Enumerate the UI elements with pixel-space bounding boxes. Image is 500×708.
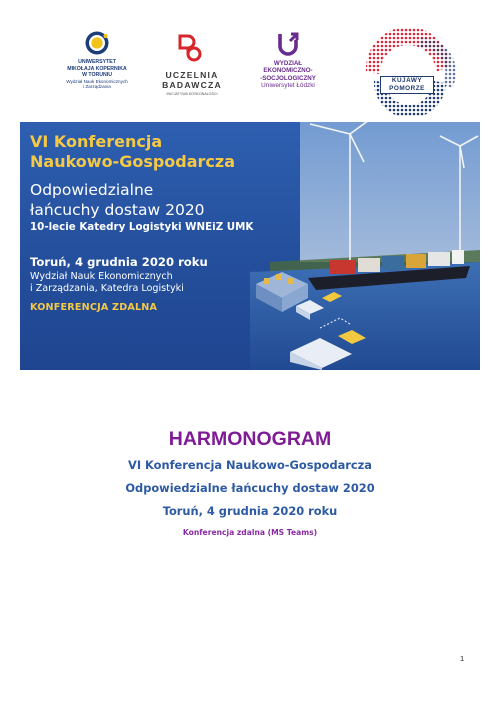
umk-name-line: UNIWERSYTET bbox=[78, 59, 116, 65]
kujawy-pomorze-logo bbox=[360, 28, 456, 116]
banner-subtitle-line: Odpowiedzialne bbox=[30, 181, 154, 199]
umk-logo bbox=[52, 30, 142, 90]
umk-name-line: W TORUNIU bbox=[82, 72, 112, 78]
wydzial-lodz-university: Uniwersytet Łódzki bbox=[261, 82, 315, 90]
wydzial-lodz-text: WYDZIAŁ bbox=[273, 60, 303, 67]
harmonogram-section bbox=[0, 426, 500, 537]
kujawy-pomorze-halftone-icon bbox=[360, 28, 456, 116]
umk-faculty-line: i Zarządzania bbox=[83, 84, 111, 90]
uczelnia-badawcza-text: BADAWCZA bbox=[162, 80, 222, 91]
harmonogram-title: HARMONOGRAM bbox=[168, 428, 332, 450]
lodz-university-mark-icon bbox=[275, 30, 301, 56]
banner-remote-label: KONFERENCJA ZDALNA bbox=[30, 302, 158, 313]
banner-anniversary-line: 10-lecie Katedry Logistyki WNEiZ UMK bbox=[30, 221, 254, 233]
page-number: 1 bbox=[460, 654, 465, 663]
conference-banner bbox=[20, 122, 480, 370]
harmonogram-date: Toruń, 4 grudnia 2020 roku bbox=[162, 504, 338, 518]
wydzial-lodz-text: EKONOMICZNO- bbox=[263, 67, 313, 75]
uczelnia-badawcza-logo bbox=[154, 30, 230, 96]
banner-subtitle-line: łańcuchy dostaw 2020 bbox=[30, 201, 205, 219]
uczelnia-badawcza-mark-icon bbox=[174, 30, 210, 66]
banner-faculty-line: Wydział Nauk Ekonomicznych bbox=[30, 271, 173, 282]
banner-title-line: VI Konferencja bbox=[30, 132, 163, 151]
banner-text-block bbox=[30, 132, 330, 313]
wydzial-lodz-logo bbox=[250, 30, 326, 91]
kujawy-pomorze-text: POMORZE bbox=[389, 85, 425, 92]
kujawy-pomorze-text: KUJAWY bbox=[391, 77, 423, 84]
harmonogram-format: Konferencja zdalna (MS Teams) bbox=[182, 528, 318, 537]
umk-emblem-icon bbox=[84, 30, 110, 56]
banner-date: Toruń, 4 grudnia 2020 roku bbox=[30, 255, 208, 269]
umk-name-line: MIKOŁAJA KOPERNIKA bbox=[67, 65, 127, 72]
uczelnia-badawcza-tagline: INICJATYWA DOSKONAŁOŚCI bbox=[166, 91, 218, 96]
logo-strip bbox=[0, 0, 500, 122]
uczelnia-badawcza-text: UCZELNIA bbox=[165, 70, 219, 80]
umk-faculty-line: Wydział Nauk Ekonomicznych bbox=[66, 78, 128, 84]
harmonogram-conference-theme: Odpowiedzialne łańcuchy dostaw 2020 bbox=[125, 481, 375, 495]
banner-title-line: Naukowo-Gospodarcza bbox=[30, 152, 236, 171]
kujawy-pomorze-badge bbox=[380, 76, 434, 94]
banner-faculty-line: i Zarządzania, Katedra Logistyki bbox=[30, 283, 184, 294]
harmonogram-conference-name: VI Konferencja Naukowo-Gospodarcza bbox=[128, 458, 372, 472]
wydzial-lodz-text: -SOCJOLOGICZNY bbox=[260, 74, 316, 82]
